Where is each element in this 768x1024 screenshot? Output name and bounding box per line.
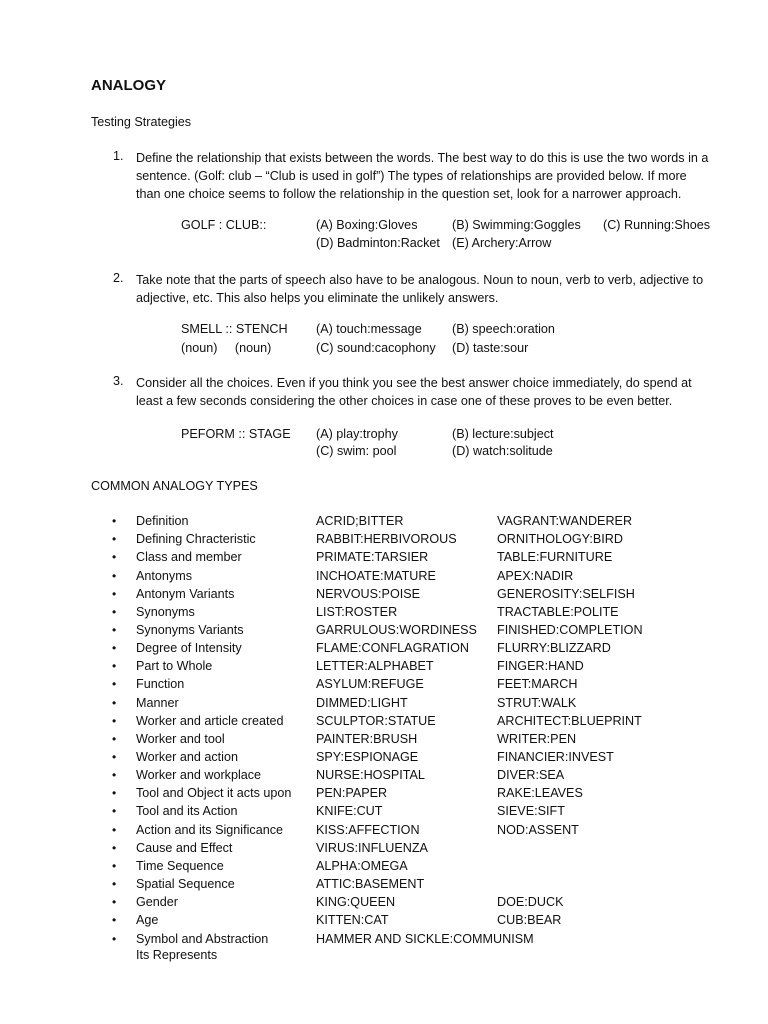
bullet-icon: • [112, 822, 117, 837]
example-choice-b: (B) lecture:subject [452, 427, 554, 441]
analogy-type-name: Part to Whole [136, 659, 213, 674]
analogy-type-name: Worker and article created [136, 713, 284, 728]
analogy-type-name: Definition [136, 514, 189, 528]
analogy-type-name: Time Sequence [136, 858, 224, 873]
paragraph-line: least a few seconds considering the other choices in case one of these proves to be even better. [136, 394, 673, 408]
list-item [0, 550, 768, 568]
example-choice-e: (E) Archery:Arrow [452, 236, 552, 250]
analogy-type-name: Tool and its Action [136, 804, 238, 819]
bullet-icon: • [112, 550, 117, 565]
example-choice-d: (D) watch:solitude [452, 444, 553, 458]
types-heading: COMMON ANALOGY TYPES [91, 479, 258, 493]
analogy-example-2: FEET:MARCH [497, 677, 578, 692]
analogy-type-name: Class and member [136, 550, 242, 565]
analogy-example-2: NOD:ASSENT [497, 822, 579, 837]
analogy-example-2: ARCHITECT:BLUEPRINT [497, 713, 642, 728]
example-choice-d: (D) taste:sour [452, 341, 529, 355]
bullet-icon: • [112, 677, 117, 692]
paragraph-line: Take note that the parts of speech also have to be analogous. Noun to noun, verb to verb, adjective to [136, 273, 704, 287]
analogy-example-1: SPY:ESPIONAGE [316, 750, 419, 764]
analogy-example-1: ATTIC:BASEMENT [316, 877, 425, 891]
analogy-example-2: DIVER:SEA [497, 768, 565, 783]
analogy-example-1: GARRULOUS:WORDINESS [316, 622, 477, 637]
analogy-example-1: ALPHA:OMEGA [316, 858, 408, 873]
example-choice-d: (D) Badminton:Racket [316, 236, 440, 250]
analogy-example-1: DIMMED:LIGHT [316, 695, 408, 710]
list-item [0, 569, 768, 587]
analogy-example-1: PRIMATE:TARSIER [316, 550, 429, 565]
section-subtitle: Testing Strategies [91, 115, 192, 129]
analogy-example-1: NERVOUS:POISE [316, 586, 421, 601]
list-item [0, 913, 768, 931]
analogy-example-2: GENEROSITY:SELFISH [497, 586, 635, 601]
analogy-type-name: Worker and tool [136, 731, 225, 746]
analogy-type-name: Gender [136, 895, 179, 910]
analogy-example-1: ASYLUM:REFUGE [316, 677, 424, 692]
example-choice-c: (C) Running:Shoes [603, 218, 711, 232]
list-item [0, 677, 768, 695]
analogy-type-name: Worker and workplace [136, 768, 262, 783]
analogy-example-2: RAKE:LEAVES [497, 786, 583, 801]
analogy-example-1: KNIFE:CUT [316, 804, 383, 819]
example-choice-b: (B) speech:oration [452, 322, 555, 336]
analogy-type-name: Symbol and Abstraction [136, 931, 269, 946]
list-item [0, 514, 768, 532]
analogy-example-2: ORNITHOLOGY:BIRD [497, 532, 623, 547]
bullet-icon: • [112, 768, 117, 783]
example-choice-c: (C) swim: pool [316, 444, 397, 458]
strategy-paragraph [136, 374, 736, 410]
analogy-example-1: PEN:PAPER [316, 786, 388, 801]
analogy-type-name: Degree of Intensity [136, 641, 242, 655]
analogy-type-name: Tool and Object it acts upon [136, 786, 292, 801]
list-item [0, 587, 768, 605]
list-item [0, 750, 768, 768]
analogy-example-1: KING:QUEEN [316, 895, 396, 910]
analogy-example-2: DOE:DUCK [497, 895, 564, 910]
list-item [0, 659, 768, 677]
bullet-icon: • [112, 695, 117, 710]
example-stem: SMELL :: STENCH [181, 322, 288, 336]
bullet-icon: • [112, 568, 117, 583]
analogy-type-name: Action and its Significance [136, 822, 284, 837]
list-item [0, 532, 768, 550]
list-item [0, 895, 768, 913]
list-item [0, 696, 768, 714]
analogy-type-name: Worker and action [136, 750, 238, 764]
analogy-example-1: KITTEN:CAT [316, 913, 389, 928]
bullet-icon: • [112, 514, 117, 528]
list-item [0, 714, 768, 732]
list-item [0, 932, 768, 950]
example-choice-c: (C) sound:cacophony [316, 341, 436, 355]
analogy-type-name: Function [136, 677, 185, 692]
bullet-icon: • [112, 858, 117, 873]
analogy-type-name: Manner [136, 695, 179, 710]
list-item [0, 859, 768, 877]
analogy-example-1: HAMMER AND SICKLE:COMMUNISM [316, 931, 534, 946]
analogy-example-1: INCHOATE:MATURE [316, 568, 436, 583]
list-item [0, 768, 768, 786]
paragraph-line: sentence. (Golf: club – “Club is used in golf”) The types of relationships are provided below. If more [136, 169, 687, 183]
strategy-paragraph [136, 149, 736, 203]
analogy-example-1: FLAME:CONFLAGRATION [316, 641, 470, 655]
analogy-example-2: FINGER:HAND [497, 659, 584, 674]
paragraph-line: Define the relationship that exists between the words. The best way to do this is use the two words in a [136, 151, 709, 165]
analogy-example-1: PAINTER:BRUSH [316, 731, 418, 746]
analogy-type-name: Synonyms [136, 604, 195, 619]
bullet-icon: • [112, 913, 117, 928]
bullet-icon: • [112, 731, 117, 746]
list-item [0, 641, 768, 659]
example-stem: PEFORM :: STAGE [181, 427, 291, 441]
analogy-example-1: RABBIT:HERBIVOROUS [316, 532, 457, 547]
analogy-example-1: SCULPTOR:STATUE [316, 713, 436, 728]
analogy-example-2: FINANCIER:INVEST [497, 750, 614, 764]
bullet-icon: • [112, 750, 117, 764]
analogy-example-1: VIRUS:INFLUENZA [316, 840, 428, 855]
analogy-example-2: STRUT:WALK [497, 695, 577, 710]
bullet-icon: • [112, 586, 117, 601]
list-item [0, 605, 768, 623]
analogy-example-2: FLURRY:BLIZZARD [497, 641, 611, 655]
example-choice-b: (B) Swimming:Goggles [452, 218, 581, 232]
analogy-type-name: Synonyms Variants [136, 622, 244, 637]
bullet-icon: • [112, 840, 117, 855]
paragraph-line: Consider all the choices. Even if you think you see the best answer choice immediately, do spend at [136, 376, 692, 390]
list-item [0, 877, 768, 895]
example-choice-a: (A) touch:message [316, 322, 422, 336]
strategy-number: 1. [113, 149, 124, 163]
bullet-icon: • [112, 532, 117, 547]
example-choice-a: (A) Boxing:Gloves [316, 218, 418, 232]
page-title: ANALOGY [91, 77, 166, 94]
analogy-example-2: CUB:BEAR [497, 913, 562, 928]
analogy-type-name: Cause and Effect [136, 840, 233, 855]
strategy-number: 2. [113, 271, 124, 285]
analogy-example-2: TRACTABLE:POLITE [497, 604, 619, 619]
analogy-type-name: Antonyms [136, 568, 192, 583]
strategy-number: 3. [113, 374, 124, 388]
bullet-icon: • [112, 659, 117, 674]
analogy-example-1: NURSE:HOSPITAL [316, 768, 425, 783]
analogy-example-1: LETTER:ALPHABET [316, 659, 434, 674]
analogy-type-name: Defining Chracteristic [136, 532, 256, 547]
example-stem: GOLF : CLUB:: [181, 218, 267, 232]
example-choice-a: (A) play:trophy [316, 427, 398, 441]
analogy-example-2: VAGRANT:WANDERER [497, 514, 633, 528]
analogy-example-2: WRITER:PEN [497, 731, 577, 746]
bullet-icon: • [112, 804, 117, 819]
list-item-continuation: Its Represents [136, 948, 218, 962]
list-item [0, 841, 768, 859]
analogy-example-2: APEX:NADIR [497, 568, 574, 583]
strategy-paragraph [136, 271, 736, 307]
list-item [0, 732, 768, 750]
bullet-icon: • [112, 931, 117, 946]
list-item [0, 823, 768, 841]
bullet-icon: • [112, 895, 117, 910]
example-stem-parts: (noun) (noun) [181, 341, 272, 355]
analogy-example-2: TABLE:FURNITURE [497, 550, 613, 565]
analogy-example-2: SIEVE:SIFT [497, 804, 565, 819]
paragraph-line: than one choice seems to follow the relationship in the question set, look for a narrower approach. [136, 187, 682, 201]
analogy-type-name: Spatial Sequence [136, 877, 235, 891]
bullet-icon: • [112, 877, 117, 891]
analogy-example-2: FINISHED:COMPLETION [497, 622, 643, 637]
analogy-example-1: ACRID;BITTER [316, 514, 404, 528]
analogy-type-name: Antonym Variants [136, 586, 235, 601]
paragraph-line: adjective, etc. This also helps you eliminate the unlikely answers. [136, 291, 499, 305]
bullet-icon: • [112, 604, 117, 619]
bullet-icon: • [112, 622, 117, 637]
list-item [0, 623, 768, 641]
bullet-icon: • [112, 786, 117, 801]
analogy-example-1: LIST:ROSTER [316, 604, 398, 619]
bullet-icon: • [112, 713, 117, 728]
bullet-icon: • [112, 641, 117, 655]
list-item [0, 804, 768, 822]
analogy-type-name: Age [136, 913, 159, 928]
analogy-example-1: KISS:AFFECTION [316, 822, 420, 837]
list-item [0, 786, 768, 804]
